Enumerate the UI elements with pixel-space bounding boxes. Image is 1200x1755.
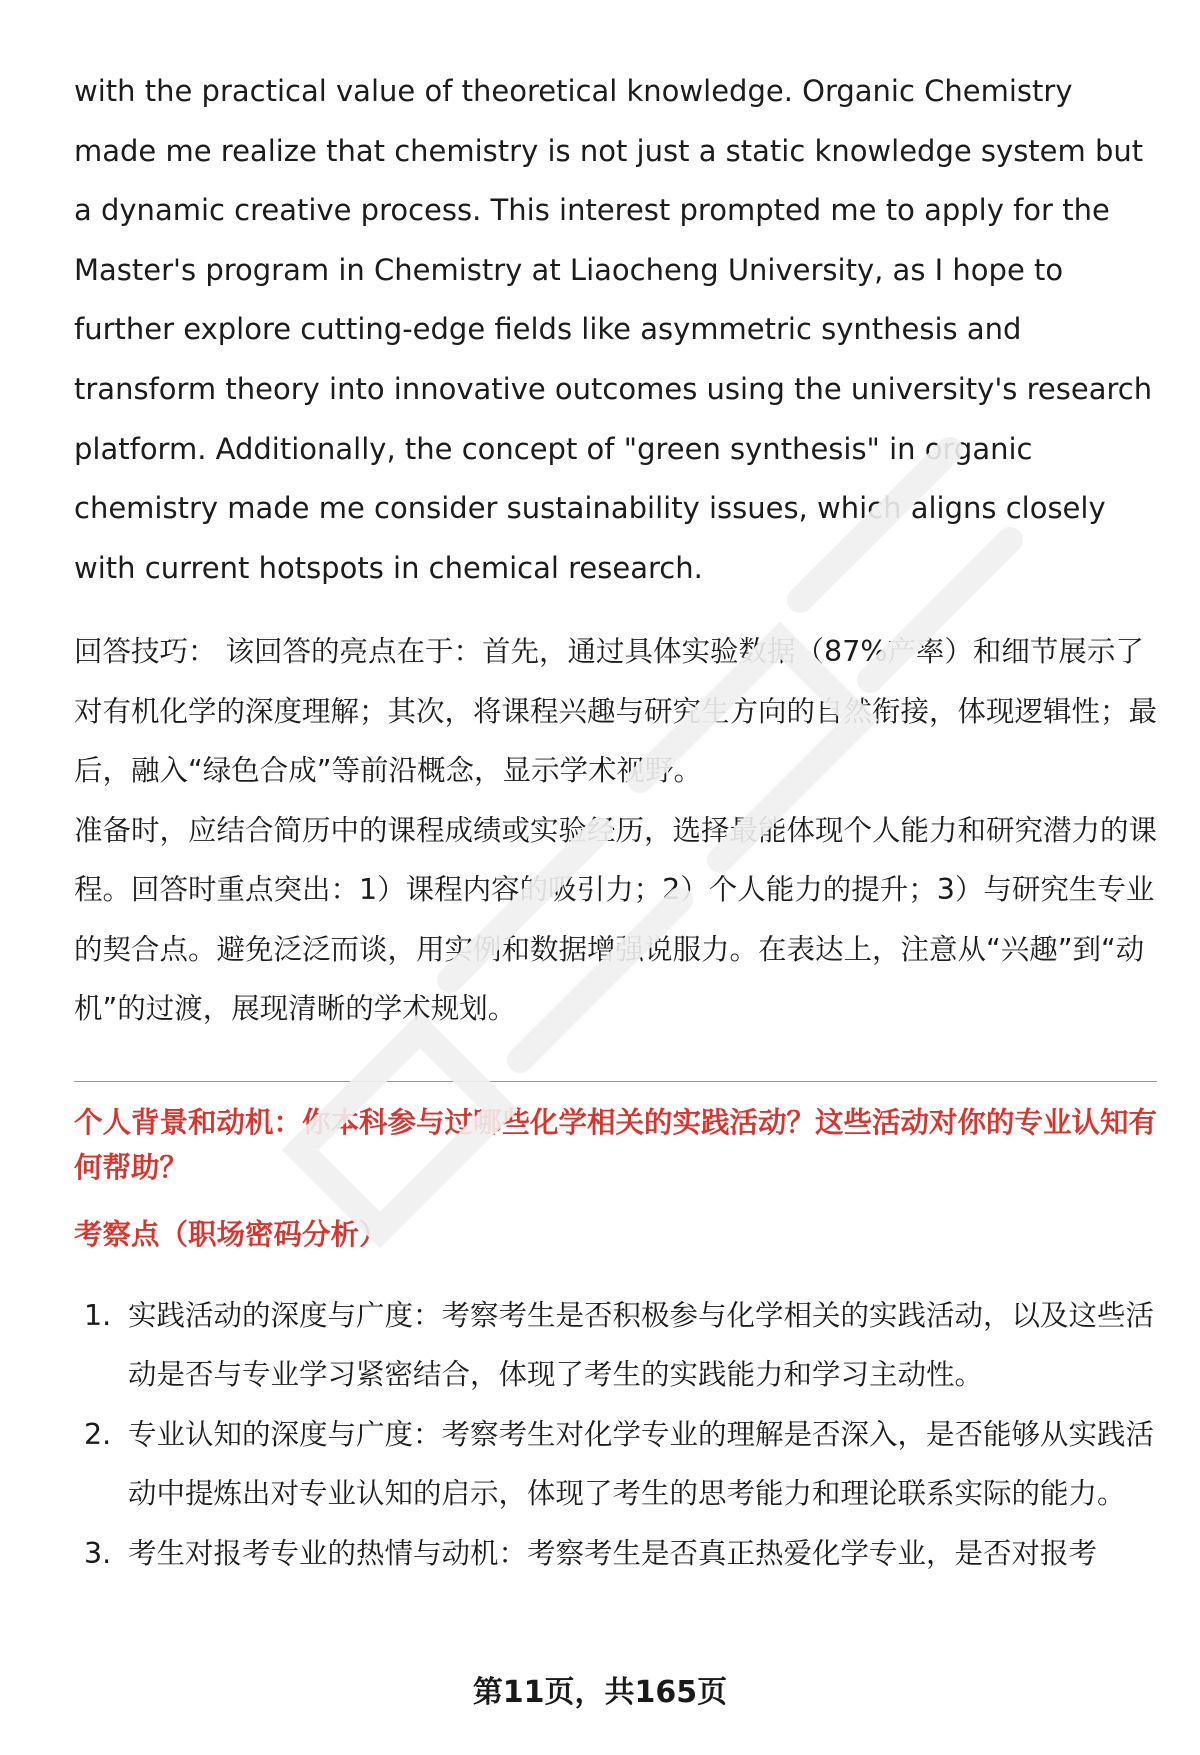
question-heading: 个人背景和动机：你本科参与过哪些化学相关的实践活动？这些活动对你的专业认知有何帮助？ [74,1105,1158,1184]
list-item [74,1524,1157,1584]
points-list [74,1286,1157,1584]
list-item-text: 考生对报考专业的热情与动机：考察考生是否真正热爱化学专业，是否对报考 [128,1536,1098,1570]
list-item-text: 实践活动的深度与广度：考察考生是否积极参与化学相关的实践活动，以及这些活动是否与专业学习紧密结合，体现了考生的实践能力和学习主动性。 [128,1298,1155,1392]
tips-paragraph-2: 准备时，应结合简历中的课程成绩或实验经历，选择最能体现个人能力和研究潜力的课程。回答时重点突出：1）课程内容的吸引力；2）个人能力的提升；3）与研究生专业的契合点。避免泛泛而谈，用实例和数据增强说服力。在表达上，注意从“兴趣”到“动机”的过渡，展现清晰的学术规划。 [74,813,1158,1026]
list-item-number: 3. [84,1536,112,1570]
intro-paragraph: with the practical value of theoretical knowledge. Organic Chemistry made me realize that chemistry is not just a static knowledge system but a dynamic creative process. This interest prompted me to apply for the Master's program in Chemistry at Liaocheng University, as I hope to further explore cutting-edge fields like asymmetric synthesis and transform theory into innovative outcomes using the university's research platform. Additionally, the concept of "green synthesis" in organic chemistry made me consider sustainability issues, which aligns closely with current hotspots in chemical research. [74,74,1153,585]
document-page [74,62,1157,1583]
section-divider [74,1081,1157,1082]
page-footer: 第11页，共165页 [472,1675,728,1710]
answer-tips [74,622,1157,1039]
list-item-number: 1. [84,1298,112,1332]
list-item [74,1286,1157,1405]
list-item-text: 专业认知的深度与广度：考察考生对化学专业的理解是否深入，是否能够从实践活动中提炼出对专业认知的启示，体现了考生的思考能力和理论联系实际的能力。 [128,1417,1155,1511]
list-item [74,1405,1157,1524]
list-item-number: 2. [84,1417,112,1451]
section-title: 考察点（职场密码分析） [74,1217,388,1251]
tips-paragraph-1: 回答技巧： 该回答的亮点在于：首先，通过具体实验数据（87%产率）和细节展示了对有机化学的深度理解；其次，将课程兴趣与研究生方向的自然衔接，体现逻辑性；最后，融入“绿色合成”等前沿概念，显示学术视野。 [74,635,1158,788]
